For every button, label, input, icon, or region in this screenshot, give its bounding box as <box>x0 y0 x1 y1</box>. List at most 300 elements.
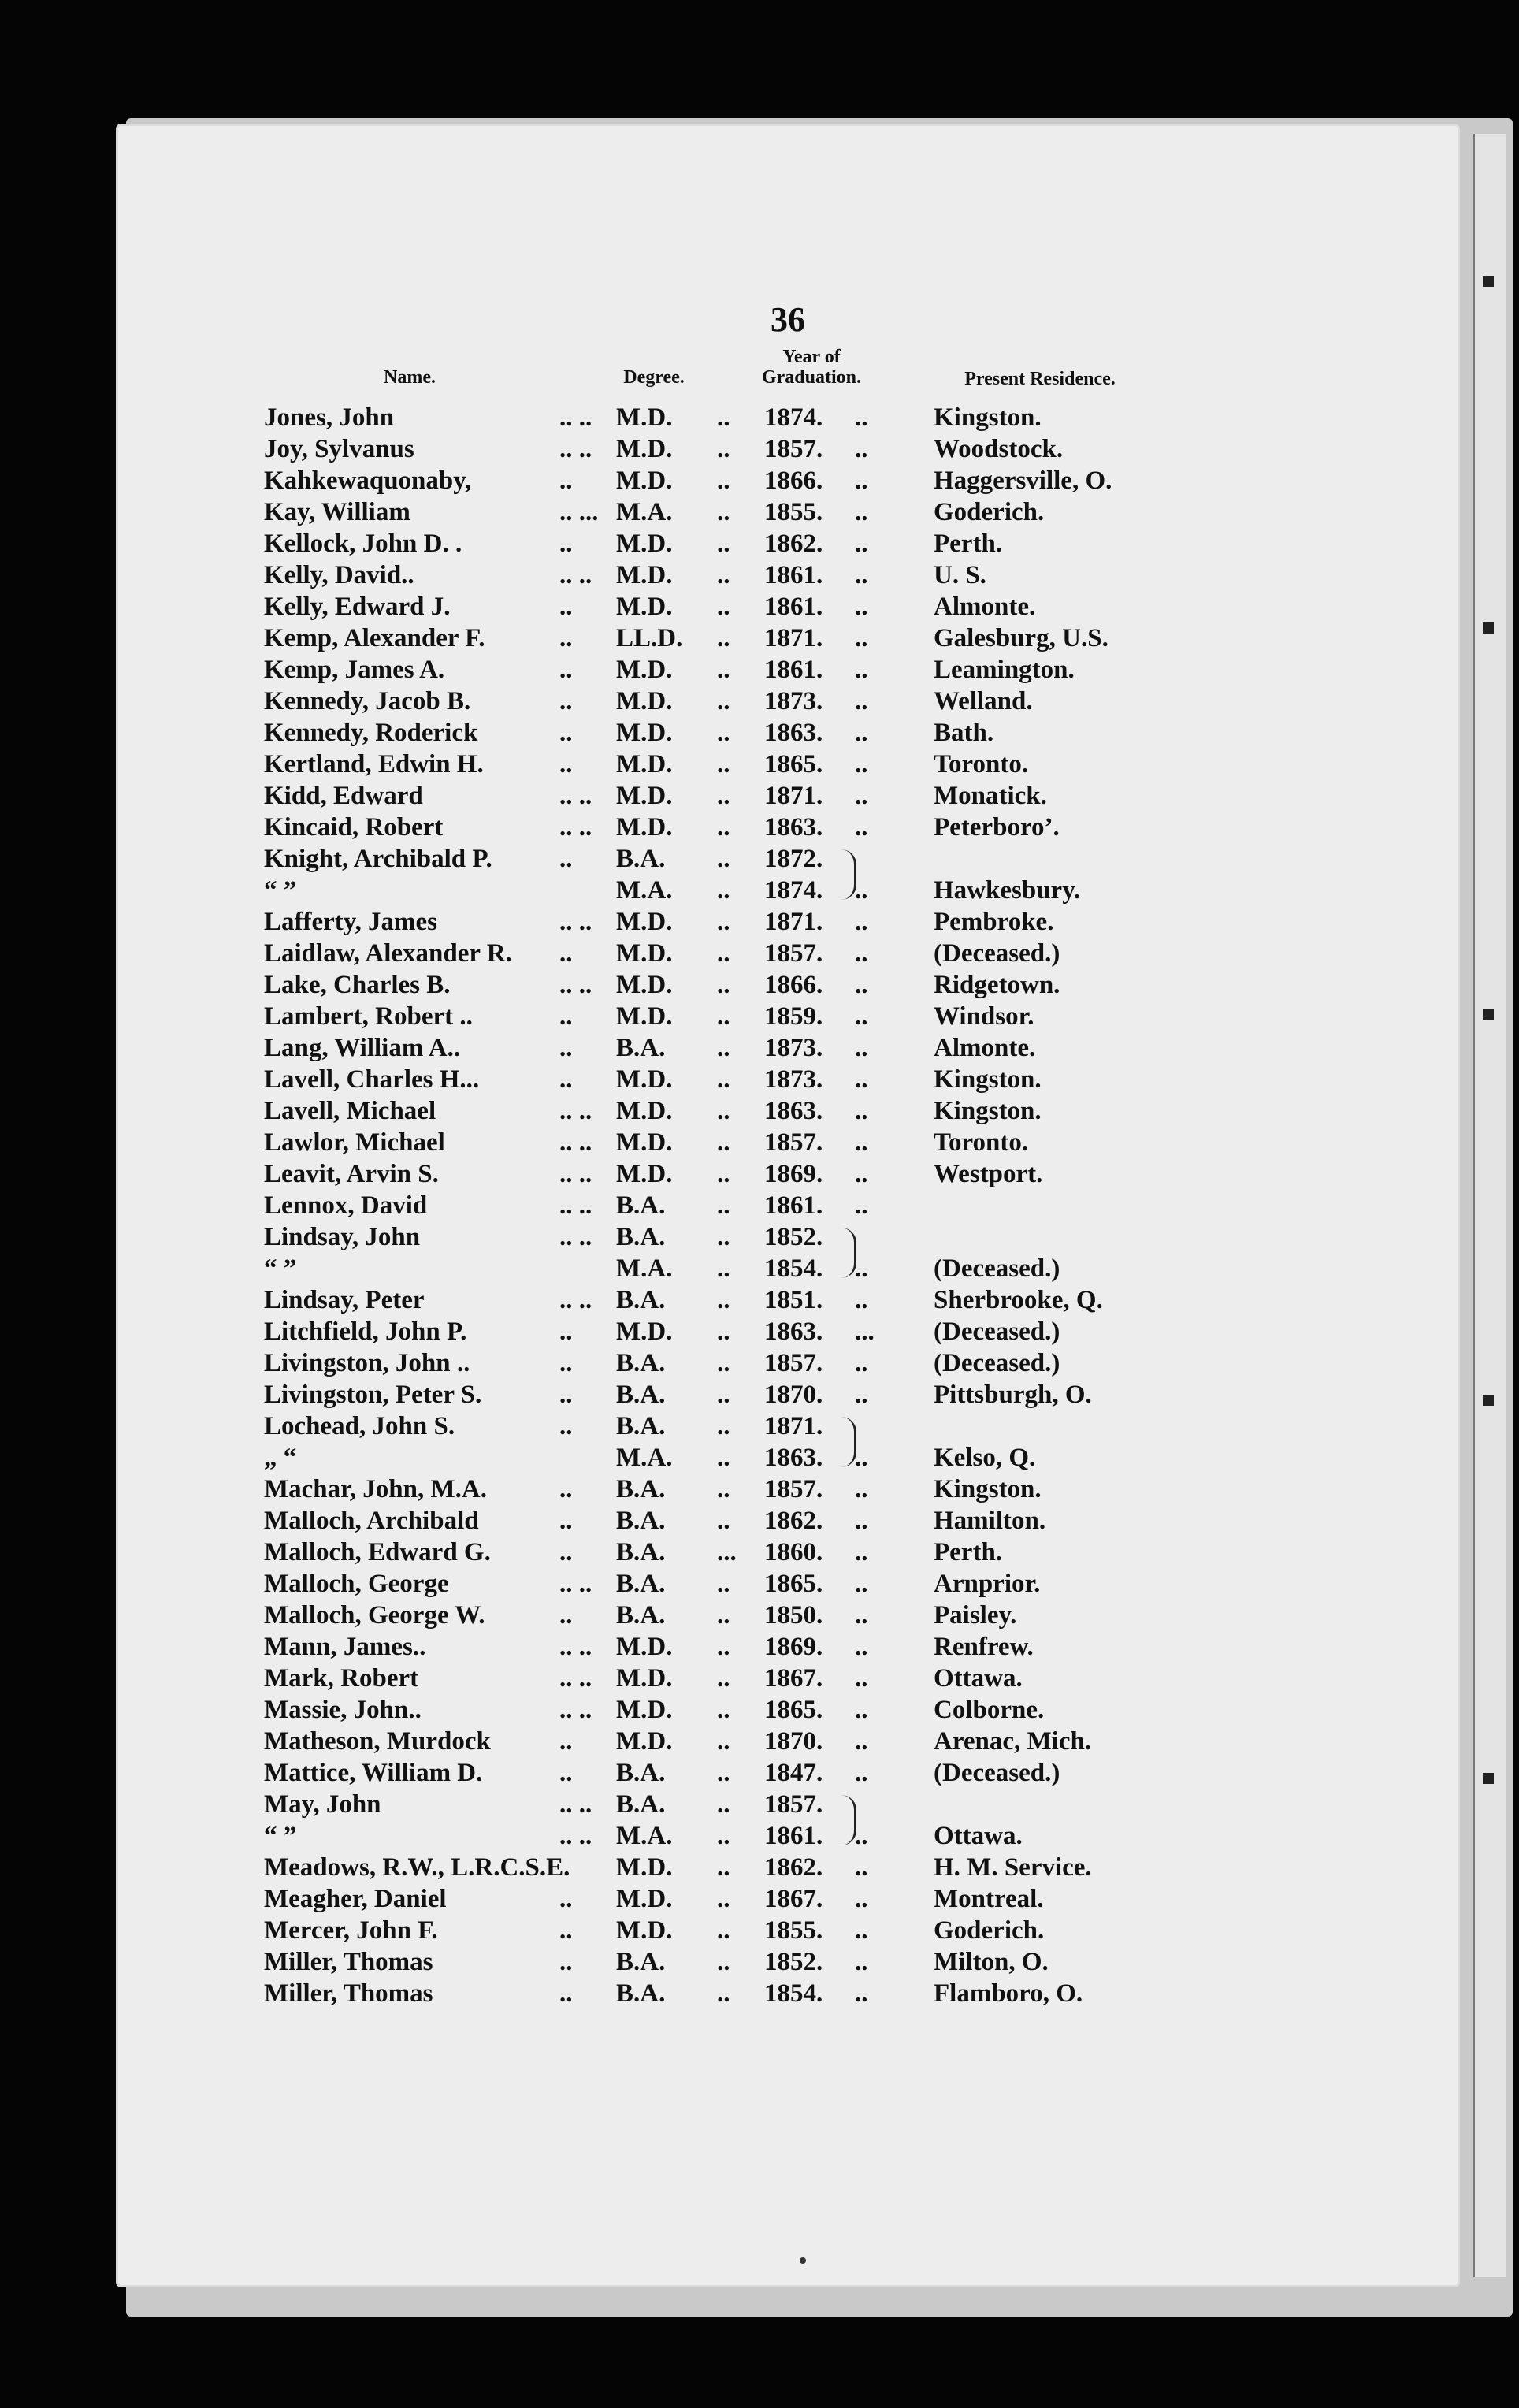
cell-dots2: .. <box>717 1349 730 1377</box>
table-row <box>118 1852 1458 1883</box>
binding-staple <box>1483 1009 1494 1020</box>
table-row <box>118 843 1458 875</box>
cell-dots1: .. <box>559 750 573 779</box>
cell-dots2: .. <box>717 971 730 999</box>
table-row <box>118 1915 1458 1946</box>
table-row <box>118 686 1458 717</box>
cell-dots3: .. <box>855 403 868 432</box>
cell-dots2: .. <box>717 1759 730 1787</box>
cell-dots1: .. <box>559 845 573 873</box>
cell-dots3: .. <box>855 1979 868 2008</box>
cell-year: 1862. <box>764 1853 823 1882</box>
cell-name: Knight, Archibald P. <box>264 845 492 873</box>
cell-dots2: .. <box>717 1790 730 1819</box>
cell-name: Kay, William <box>264 498 410 526</box>
cell-dots3: .. <box>855 939 868 968</box>
cell-degree: B.A. <box>616 1349 666 1377</box>
cell-residence: Kingston. <box>934 1475 1042 1503</box>
cell-dots2: .. <box>717 466 730 495</box>
cell-dots2: .. <box>717 561 730 589</box>
cell-degree: B.A. <box>616 845 666 873</box>
cell-dots3: .. <box>855 1853 868 1882</box>
cell-degree: B.A. <box>616 1286 666 1314</box>
cell-dots2: ... <box>717 1538 737 1566</box>
cell-dots3: .. <box>855 435 868 463</box>
cell-dots3: .. <box>855 1286 868 1314</box>
cell-year: 1857. <box>764 435 823 463</box>
cell-dots2: .. <box>717 1570 730 1598</box>
table-row <box>118 1158 1458 1190</box>
cell-dots2: .. <box>717 530 730 558</box>
cell-dots2: .. <box>717 845 730 873</box>
cell-residence: (Deceased.) <box>934 1759 1060 1787</box>
cell-dots1: .. <box>559 1412 573 1440</box>
cell-degree: M.D. <box>616 908 673 936</box>
cell-dots3: .. <box>855 1097 868 1125</box>
cell-name: Miller, Thomas <box>264 1979 433 2008</box>
cell-dots1: .. <box>559 687 573 715</box>
cell-dots1: .. .. <box>559 1696 592 1724</box>
cell-year: 1865. <box>764 1570 823 1598</box>
cell-dots3: .. <box>855 1696 868 1724</box>
cell-dots3: .. <box>855 1601 868 1629</box>
cell-residence: (Deceased.) <box>934 1254 1060 1283</box>
cell-dots2: .. <box>717 1128 730 1157</box>
cell-year: 1854. <box>764 1979 823 2008</box>
cell-residence: Windsor. <box>934 1002 1034 1031</box>
cell-name: May, John <box>264 1790 381 1819</box>
cell-residence: Arenac, Mich. <box>934 1727 1092 1756</box>
table-row <box>118 906 1458 938</box>
cell-degree: M.D. <box>616 1664 673 1693</box>
cell-name: Mercer, John F. <box>264 1916 438 1945</box>
cell-residence: Montreal. <box>934 1885 1044 1913</box>
table-row <box>118 1032 1458 1064</box>
cell-year: 1855. <box>764 498 823 526</box>
cell-name: Miller, Thomas <box>264 1948 433 1976</box>
brace-mark <box>841 1417 856 1467</box>
cell-dots2: .. <box>717 403 730 432</box>
cell-dots1: .. .. <box>559 971 592 999</box>
cell-residence: Toronto. <box>934 1128 1029 1157</box>
cell-name: Lafferty, James <box>264 908 437 936</box>
cell-dots2: .. <box>717 782 730 810</box>
table-row <box>118 1347 1458 1379</box>
cell-degree: M.A. <box>616 876 673 905</box>
cell-degree: M.D. <box>616 813 673 842</box>
cell-dots3: .. <box>855 498 868 526</box>
cell-degree: M.D. <box>616 1853 673 1882</box>
cell-name: “ ” <box>264 876 297 905</box>
cell-dots1: .. .. <box>559 403 592 432</box>
cell-dots2: .. <box>717 1381 730 1409</box>
cell-name: Kidd, Edward <box>264 782 423 810</box>
cell-degree: M.D. <box>616 1916 673 1945</box>
cell-name: Lang, William A.. <box>264 1034 461 1062</box>
cell-year: 1867. <box>764 1664 823 1693</box>
cell-year: 1857. <box>764 939 823 968</box>
table-row <box>118 1316 1458 1347</box>
cell-dots2: .. <box>717 498 730 526</box>
cell-residence: Perth. <box>934 530 1003 558</box>
cell-dots1: .. ... <box>559 498 599 526</box>
cell-year: 1866. <box>764 466 823 495</box>
cell-dots2: .. <box>717 719 730 747</box>
cell-year: 1870. <box>764 1727 823 1756</box>
table-row <box>118 433 1458 465</box>
cell-dots1: .. .. <box>559 1664 592 1693</box>
cell-name: Lennox, David <box>264 1191 428 1220</box>
cell-name: Mattice, William D. <box>264 1759 483 1787</box>
cell-dots3: .. <box>855 1727 868 1756</box>
cell-degree: M.D. <box>616 971 673 999</box>
header-degree: Degree. <box>623 367 685 388</box>
cell-dots3: .. <box>855 1065 868 1094</box>
table-row <box>118 1253 1458 1284</box>
cell-dots2: .. <box>717 1097 730 1125</box>
table-header <box>118 323 1458 402</box>
cell-dots1: .. <box>559 1948 573 1976</box>
cell-year: 1865. <box>764 750 823 779</box>
cell-name: Meagher, Daniel <box>264 1885 447 1913</box>
cell-degree: M.D. <box>616 530 673 558</box>
cell-dots2: .. <box>717 1885 730 1913</box>
cell-dots3: .. <box>855 1191 868 1220</box>
cell-dots2: .. <box>717 1822 730 1850</box>
cell-dots1: .. <box>559 1349 573 1377</box>
cell-degree: B.A. <box>616 1948 666 1976</box>
page-speck <box>800 2258 806 2264</box>
brace-mark <box>841 1228 856 1278</box>
cell-degree: M.D. <box>616 1160 673 1188</box>
cell-name: Malloch, George W. <box>264 1601 485 1629</box>
cell-year: 1869. <box>764 1633 823 1661</box>
table-row <box>118 465 1458 496</box>
cell-year: 1850. <box>764 1601 823 1629</box>
cell-dots1: .. .. <box>559 1191 592 1220</box>
cell-residence: Perth. <box>934 1538 1003 1566</box>
cell-degree: B.A. <box>616 1034 666 1062</box>
cell-degree: M.D. <box>616 1097 673 1125</box>
cell-residence: Kelso, Q. <box>934 1444 1036 1472</box>
cell-dots1: .. .. <box>559 1822 592 1850</box>
cell-name: Kahkewaquonaby, <box>264 466 472 495</box>
cell-name: Lochead, John S. <box>264 1412 455 1440</box>
cell-dots2: .. <box>717 1254 730 1283</box>
cell-name: Massie, John.. <box>264 1696 422 1724</box>
table-row <box>118 1410 1458 1442</box>
cell-degree: B.A. <box>616 1381 666 1409</box>
cell-degree: B.A. <box>616 1759 666 1787</box>
cell-dots2: .. <box>717 1853 730 1882</box>
cell-residence: Peterboro’. <box>934 813 1060 842</box>
table-row <box>118 654 1458 686</box>
cell-residence: Pembroke. <box>934 908 1054 936</box>
cell-residence: Ottawa. <box>934 1664 1023 1693</box>
table-row <box>118 1631 1458 1663</box>
cell-dots1: .. <box>559 1601 573 1629</box>
cell-dots1: .. <box>559 939 573 968</box>
cell-residence: Monatick. <box>934 782 1047 810</box>
cell-year: 1863. <box>764 813 823 842</box>
cell-residence: Flamboro, O. <box>934 1979 1083 2008</box>
cell-name: Malloch, Edward G. <box>264 1538 491 1566</box>
cell-degree: M.D. <box>616 1696 673 1724</box>
cell-year: 1861. <box>764 1191 823 1220</box>
cell-residence: Ridgetown. <box>934 971 1060 999</box>
cell-dots1: .. <box>559 530 573 558</box>
cell-dots3: .. <box>855 1507 868 1535</box>
cell-year: 1871. <box>764 624 823 652</box>
cell-year: 1861. <box>764 561 823 589</box>
cell-dots1: .. .. <box>559 813 592 842</box>
cell-dots3: .. <box>855 750 868 779</box>
cell-residence: Kingston. <box>934 1065 1042 1094</box>
cell-dots2: .. <box>717 1601 730 1629</box>
cell-dots2: .. <box>717 908 730 936</box>
cell-name: Litchfield, John P. <box>264 1317 467 1346</box>
cell-degree: M.D. <box>616 1633 673 1661</box>
cell-name: Mann, James.. <box>264 1633 426 1661</box>
table-row <box>118 1473 1458 1505</box>
cell-degree: M.D. <box>616 561 673 589</box>
cell-dots2: .. <box>717 1412 730 1440</box>
cell-degree: M.D. <box>616 750 673 779</box>
cell-name: Laidlaw, Alexander R. <box>264 939 512 968</box>
cell-year: 1860. <box>764 1538 823 1566</box>
cell-year: 1852. <box>764 1948 823 1976</box>
cell-dots1: .. .. <box>559 1160 592 1188</box>
cell-degree: M.D. <box>616 1128 673 1157</box>
table-row <box>118 1064 1458 1095</box>
cell-degree: B.A. <box>616 1979 666 2008</box>
cell-dots1: .. <box>559 593 573 621</box>
cell-degree: B.A. <box>616 1570 666 1598</box>
cell-dots3: .. <box>855 971 868 999</box>
cell-dots2: .. <box>717 1317 730 1346</box>
cell-dots2: .. <box>717 1444 730 1472</box>
cell-dots1: .. .. <box>559 1286 592 1314</box>
cell-year: 1859. <box>764 1002 823 1031</box>
cell-dots2: .. <box>717 1065 730 1094</box>
cell-dots3: .. <box>855 1759 868 1787</box>
cell-year: 1855. <box>764 1916 823 1945</box>
cell-dots2: .. <box>717 876 730 905</box>
cell-year: 1863. <box>764 1097 823 1125</box>
cell-name: Lindsay, John <box>264 1223 421 1251</box>
cell-dots1: .. <box>559 1727 573 1756</box>
cell-dots3: .. <box>855 1002 868 1031</box>
cell-year: 1871. <box>764 782 823 810</box>
cell-dots3: .. <box>855 1822 868 1850</box>
cell-dots3: .. <box>855 530 868 558</box>
cell-name: Leavit, Arvin S. <box>264 1160 439 1188</box>
cell-dots3: .. <box>855 1916 868 1945</box>
cell-name: Kelly, Edward J. <box>264 593 451 621</box>
cell-dots3: .. <box>855 813 868 842</box>
cell-year: 1854. <box>764 1254 823 1283</box>
cell-dots1: .. <box>559 466 573 495</box>
cell-residence: Paisley. <box>934 1601 1017 1629</box>
cell-residence: Toronto. <box>934 750 1029 779</box>
cell-dots2: .. <box>717 1916 730 1945</box>
table-row <box>118 1537 1458 1568</box>
cell-year: 1863. <box>764 719 823 747</box>
cell-dots3: .. <box>855 1664 868 1693</box>
cell-year: 1873. <box>764 1065 823 1094</box>
cell-dots1: .. <box>559 1381 573 1409</box>
cell-dots3: .. <box>855 1160 868 1188</box>
cell-name: Malloch, George <box>264 1570 449 1598</box>
cell-degree: M.D. <box>616 403 673 432</box>
table-row <box>118 1505 1458 1537</box>
cell-year: 1861. <box>764 656 823 684</box>
cell-name: Kemp, Alexander F. <box>264 624 485 652</box>
table-row <box>118 1221 1458 1253</box>
cell-degree: M.D. <box>616 435 673 463</box>
cell-name: Lavell, Charles H... <box>264 1065 480 1094</box>
cell-year: 1867. <box>764 1885 823 1913</box>
table-row <box>118 1284 1458 1316</box>
cell-dots3: .. <box>855 1570 868 1598</box>
table-row <box>118 1726 1458 1757</box>
cell-residence: Haggersville, O. <box>934 466 1112 495</box>
cell-name: Kincaid, Robert <box>264 813 444 842</box>
cell-dots3: .. <box>855 1475 868 1503</box>
cell-dots1: .. .. <box>559 1097 592 1125</box>
cell-name: Meadows, R.W., L.R.C.S.E. <box>264 1853 570 1882</box>
table-row <box>118 1789 1458 1820</box>
cell-degree: B.A. <box>616 1507 666 1535</box>
cell-dots2: .. <box>717 1979 730 2008</box>
table-row <box>118 591 1458 622</box>
cell-residence: Welland. <box>934 687 1033 715</box>
cell-name: Kemp, James A. <box>264 656 445 684</box>
cell-dots1: .. <box>559 1885 573 1913</box>
cell-degree: M.D. <box>616 656 673 684</box>
table-row <box>118 875 1458 906</box>
cell-degree: B.A. <box>616 1475 666 1503</box>
book-binding <box>1473 134 1506 2277</box>
cell-name: Livingston, Peter S. <box>264 1381 482 1409</box>
cell-residence: Almonte. <box>934 1034 1036 1062</box>
cell-residence: Almonte. <box>934 593 1036 621</box>
cell-name: Jones, John <box>264 403 395 432</box>
cell-dots2: .. <box>717 939 730 968</box>
cell-name: Kelly, David.. <box>264 561 414 589</box>
cell-year: 1871. <box>764 908 823 936</box>
cell-dots1: .. <box>559 1317 573 1346</box>
cell-dots3: .. <box>855 1349 868 1377</box>
cell-name: Lavell, Michael <box>264 1097 436 1125</box>
cell-name: “ ” <box>264 1822 297 1850</box>
table-row <box>118 1663 1458 1694</box>
cell-degree: B.A. <box>616 1412 666 1440</box>
cell-dots2: .. <box>717 1507 730 1535</box>
cell-name: Malloch, Archibald <box>264 1507 479 1535</box>
cell-degree: B.A. <box>616 1223 666 1251</box>
cell-residence: Kingston. <box>934 403 1042 432</box>
cell-dots2: .. <box>717 1475 730 1503</box>
cell-degree: M.A. <box>616 1822 673 1850</box>
cell-residence: Milton, O. <box>934 1948 1049 1976</box>
cell-degree: M.A. <box>616 1254 673 1283</box>
table-row <box>118 1095 1458 1127</box>
table-row <box>118 1442 1458 1473</box>
cell-year: 1857. <box>764 1128 823 1157</box>
cell-name: Matheson, Murdock <box>264 1727 491 1756</box>
table-row <box>118 528 1458 559</box>
cell-year: 1861. <box>764 593 823 621</box>
cell-degree: B.A. <box>616 1790 666 1819</box>
cell-name: Machar, John, M.A. <box>264 1475 487 1503</box>
table-row <box>118 1001 1458 1032</box>
table-row <box>118 1820 1458 1852</box>
cell-residence: Ottawa. <box>934 1822 1023 1850</box>
cell-name: Lindsay, Peter <box>264 1286 425 1314</box>
cell-dots2: .. <box>717 1633 730 1661</box>
cell-name: Kellock, John D. . <box>264 530 462 558</box>
cell-dots3: .. <box>855 1885 868 1913</box>
cell-year: 1857. <box>764 1349 823 1377</box>
cell-name: Kertland, Edwin H. <box>264 750 484 779</box>
cell-degree: M.D. <box>616 1317 673 1346</box>
cell-dots3: .. <box>855 1948 868 1976</box>
cell-year: 1863. <box>764 1317 823 1346</box>
cell-degree: B.A. <box>616 1601 666 1629</box>
cell-dots3: .. <box>855 1381 868 1409</box>
cell-name: Lake, Charles B. <box>264 971 451 999</box>
table-row <box>118 1127 1458 1158</box>
cell-degree: M.D. <box>616 1065 673 1094</box>
cell-degree: M.D. <box>616 782 673 810</box>
cell-dots3: .. <box>855 782 868 810</box>
cell-degree: M.D. <box>616 593 673 621</box>
table-row <box>118 402 1458 433</box>
cell-dots3: .. <box>855 1538 868 1566</box>
cell-degree: M.D. <box>616 466 673 495</box>
cell-residence: H. M. Service. <box>934 1853 1092 1882</box>
cell-residence: Galesburg, U.S. <box>934 624 1109 652</box>
cell-dots3: .. <box>855 624 868 652</box>
cell-year: 1874. <box>764 876 823 905</box>
cell-year: 1870. <box>764 1381 823 1409</box>
cell-year: 1857. <box>764 1790 823 1819</box>
cell-dots1: .. <box>559 1538 573 1566</box>
cell-dots3: .. <box>855 908 868 936</box>
cell-dots1: .. <box>559 1065 573 1094</box>
cell-residence: (Deceased.) <box>934 939 1060 968</box>
cell-dots1: .. <box>559 1475 573 1503</box>
table-row <box>118 1190 1458 1221</box>
cell-dots2: .. <box>717 656 730 684</box>
cell-name: Kennedy, Jacob B. <box>264 687 471 715</box>
header-year: Year of Graduation. <box>761 347 862 388</box>
cell-dots1: .. <box>559 1002 573 1031</box>
table-row <box>118 749 1458 780</box>
cell-residence: Renfrew. <box>934 1633 1034 1661</box>
cell-residence: Colborne. <box>934 1696 1045 1724</box>
brace-mark <box>841 849 856 900</box>
cell-name: „ “ <box>264 1444 297 1472</box>
table-row <box>118 1757 1458 1789</box>
cell-residence: Arnprior. <box>934 1570 1041 1598</box>
cell-dots1: .. .. <box>559 1633 592 1661</box>
cell-dots3: .. <box>855 561 868 589</box>
cell-dots3: ... <box>855 1317 875 1346</box>
header-residence: Present Residence. <box>964 369 1116 389</box>
cell-name: Lawlor, Michael <box>264 1128 445 1157</box>
